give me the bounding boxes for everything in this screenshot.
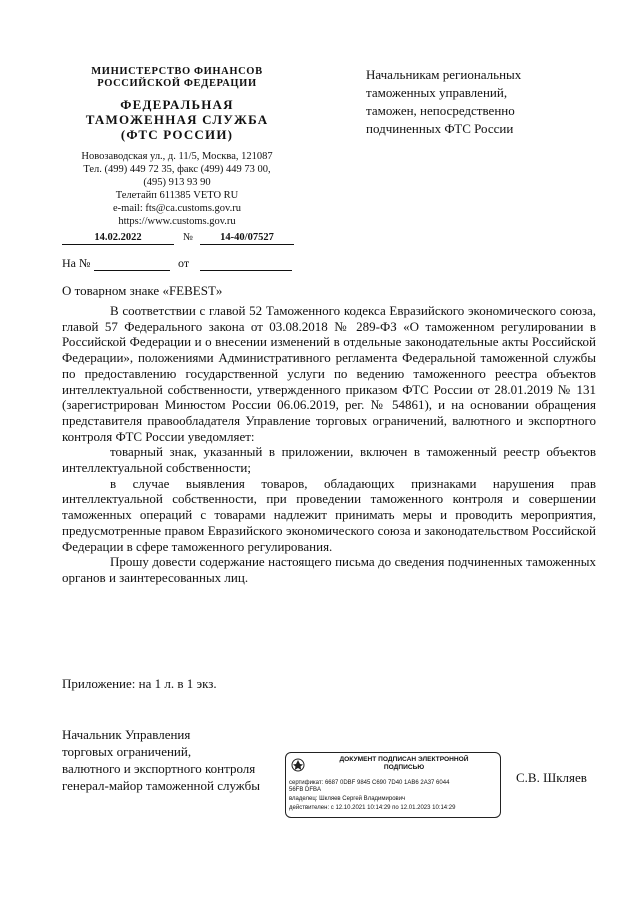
registration-row bbox=[62, 232, 294, 248]
body-paragraph: товарный знак, указанный в приложении, включен в таможенный реестр объектов интеллектуальной собственности; bbox=[62, 444, 596, 476]
stamp-title-line: ДОКУМЕНТ ПОДПИСАН ЭЛЕКТРОННОЙ bbox=[339, 756, 469, 763]
signer-line: генерал-майор таможенной службы bbox=[62, 778, 260, 793]
registration-number: 14-40/07527 bbox=[200, 232, 294, 245]
reference-row bbox=[62, 256, 294, 272]
service-name bbox=[62, 97, 292, 142]
phone-line: (495) 913 93 90 bbox=[143, 177, 211, 188]
signer-line: торговых ограничений, bbox=[62, 744, 192, 759]
website-line: https://www.customs.gov.ru bbox=[118, 216, 236, 227]
phone-line: Тел. (499) 449 72 35, факс (499) 449 73 00, bbox=[83, 164, 271, 175]
registration-date: 14.02.2022 bbox=[62, 232, 174, 245]
body-paragraph: В соответствии с главой 52 Таможенного кодекса Евразийского экономического союза, главой 57 Федерального закона от 03.08.2018 № 289-ФЗ «О таможенном регулировании в Российской Федерации и о внесении изменений в отдельные законодательные акты Российской Федерации», положениями Административного регламента Федеральной таможенной службы по предоставлению государственной услуги по ведению таможенного реестра объектов интеллектуальной собственности, утвержденного приказом ФТС России от 28.01.2019 № 131 (зарегистрирован Минюстом России 06.06.2019, рег. № 54861), и на основании обращения представителя правообладателя Управление торговых ограничений, валютного и экспортного контроля ФТС России уведомляет: bbox=[62, 303, 596, 444]
ministry-name bbox=[62, 66, 292, 90]
email-line: e-mail: fts@ca.customs.gov.ru bbox=[113, 203, 241, 214]
addressee-line: таможенных управлений, bbox=[366, 85, 508, 100]
signer-name: С.В. Шкляев bbox=[516, 770, 587, 785]
ministry-line: МИНИСТЕРСТВО ФИНАНСОВ bbox=[91, 66, 263, 77]
number-label: № bbox=[182, 232, 194, 243]
signer-line: валютного и экспортного контроля bbox=[62, 761, 256, 776]
teletype-line: Телетайп 611385 VETO RU bbox=[115, 190, 239, 201]
signer-position bbox=[62, 726, 260, 794]
ref-date-blank bbox=[200, 270, 292, 271]
address-line: Новозаводская ул., д. 11/5, Москва, 121087 bbox=[81, 151, 273, 162]
attachment-note: Приложение: на 1 л. в 1 экз. bbox=[62, 676, 217, 691]
body-paragraph: в случае выявления товаров, обладающих признаками нарушения прав интеллектуальной собственности, при проведении таможенного контроля и совершении таможенных операций с товарами надлежит принимать меры и проводить мероприятия, предусмотренные правом Евразийского экономического союза и законодательством Российской Федерации в сфере таможенного регулирования. bbox=[62, 475, 596, 554]
ref-number-label: На № bbox=[62, 256, 91, 270]
service-line: ТАМОЖЕННАЯ СЛУЖБА bbox=[85, 112, 269, 127]
letterhead bbox=[62, 66, 292, 228]
stamp-title-line: ПОДПИСЬЮ bbox=[383, 764, 425, 771]
ministry-line: РОССИЙСКОЙ ФЕДЕРАЦИИ bbox=[97, 78, 257, 89]
emblem-icon bbox=[291, 758, 305, 772]
electronic-signature-stamp bbox=[285, 752, 501, 818]
addressee-line: подчиненных ФТС России bbox=[366, 121, 514, 136]
body-paragraph: Прошу довести содержание настоящего письма до сведения подчиненных таможенных органов и заинтересованных лиц. bbox=[62, 554, 596, 585]
stamp-certificate-cont: 56FB DFBA bbox=[289, 787, 322, 793]
letter-subject: О товарном знаке «FEBEST» bbox=[62, 283, 223, 298]
stamp-title bbox=[310, 756, 498, 772]
stamp-validity: действителен: с 12.10.2021 10:14:29 по 12.01.2023 10:14:29 bbox=[289, 805, 456, 811]
stamp-owner: владелец: Шкляев Сергей Владимирович bbox=[289, 796, 406, 802]
stamp-certificate: сертификат: 6687 0DBF 9845 C690 7D40 1AB6 2A37 6044 bbox=[289, 780, 450, 786]
addressee-line: таможен, непосредственно bbox=[366, 103, 515, 118]
contact-block bbox=[62, 150, 292, 228]
service-line: (ФТС РОССИИ) bbox=[120, 127, 234, 142]
ref-date-label: от bbox=[178, 256, 190, 270]
letter-body bbox=[62, 303, 596, 586]
signer-line: Начальник Управления bbox=[62, 727, 191, 742]
service-line: ФЕДЕРАЛЬНАЯ bbox=[120, 97, 234, 112]
addressee-line: Начальникам региональных bbox=[366, 67, 522, 82]
addressee-block bbox=[366, 66, 596, 138]
ref-number-blank bbox=[94, 270, 170, 271]
